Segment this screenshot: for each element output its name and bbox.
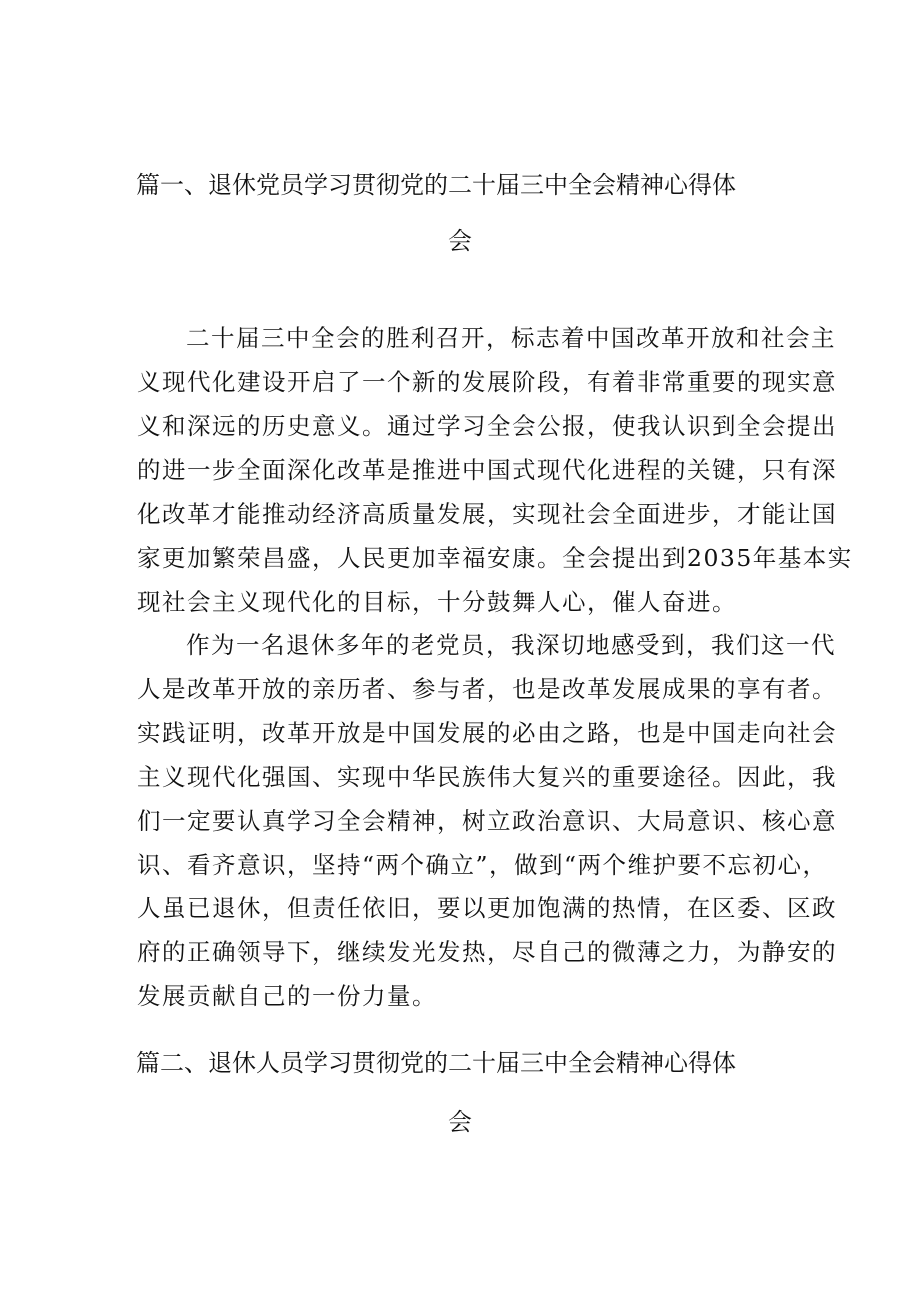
paragraph2-line4: 主义现代化强国、实现中华民族伟大复兴的重要途径。因此，我 — [137, 763, 837, 791]
paragraph1-line1: 二十届三中全会的胜利召开，标志着中国改革开放和社会主 — [186, 324, 836, 352]
paragraph2-line7: 人虽已退休，但责任依旧，要以更加饱满的热情，在区委、区政 — [137, 894, 837, 922]
section1-title-line1: 篇一、退休党员学习贯彻党的二十届三中全会精神心得体 — [136, 171, 736, 199]
paragraph2-line3: 实践证明，改革开放是中国发展的必由之路，也是中国走向社会 — [137, 719, 837, 747]
paragraph2-line6: 识、看齐意识，坚持“两个确立”，做到“两个维护要不忘初心， — [137, 851, 828, 879]
section2-title-line2: 会 — [448, 1108, 472, 1136]
paragraph2-line9: 发展贡献自己的一份力量。 — [137, 982, 437, 1010]
paragraph2-line2: 人是改革开放的亲历者、参与者，也是改革发展成果的享有者。 — [137, 675, 837, 703]
paragraph1-line7: 现社会主义现代化的目标，十分鼓舞人心，催人奋进。 — [137, 588, 737, 616]
paragraph1-line4: 的进一步全面深化改革是推进中国式现代化进程的关键，只有深 — [137, 456, 837, 484]
paragraph1-line6: 家更加繁荣昌盛，人民更加幸福安康。全会提出到2035年基本实 — [137, 544, 853, 572]
section2-title-line1: 篇二、退休人员学习贯彻党的二十届三中全会精神心得体 — [136, 1049, 736, 1077]
paragraph1-line2: 义现代化建设开启了一个新的发展阶段，有着非常重要的现实意 — [137, 368, 837, 396]
section1-title-line2: 会 — [448, 227, 472, 255]
paragraph1-line5: 化改革才能推动经济高质量发展，实现社会全面进步，才能让国 — [137, 500, 837, 528]
paragraph2-line1: 作为一名退休多年的老党员，我深切地感受到，我们这一代 — [186, 631, 836, 659]
paragraph1-line3: 义和深远的历史意义。通过学习全会公报，使我认识到全会提出 — [137, 412, 837, 440]
paragraph2-line5: 们一定要认真学习全会精神，树立政治意识、大局意识、核心意 — [137, 807, 837, 835]
paragraph2-line8: 府的正确领导下，继续发光发热，尽自己的微薄之力，为静安的 — [137, 938, 837, 966]
